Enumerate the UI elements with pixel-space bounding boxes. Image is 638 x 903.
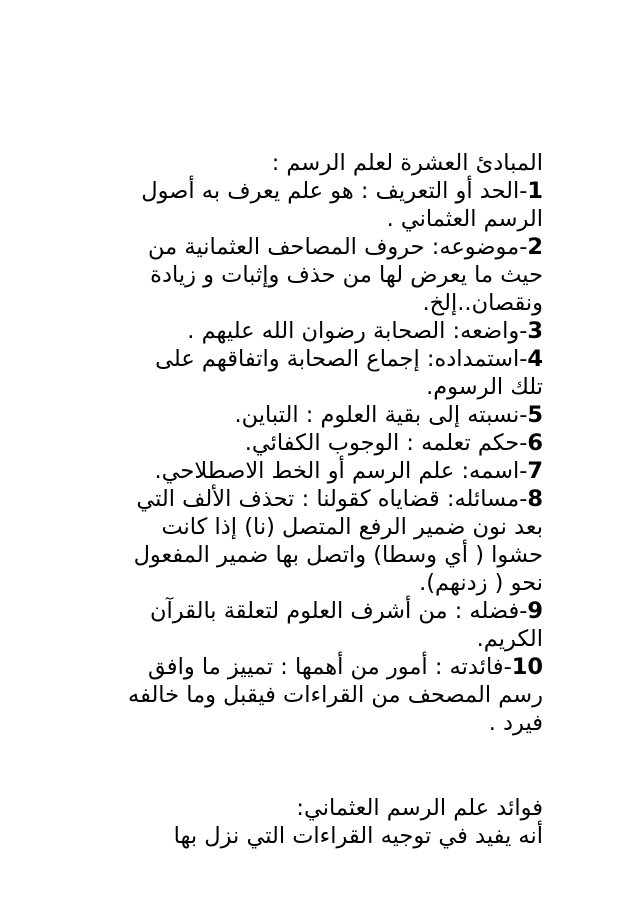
item-number: 1 [527, 178, 543, 204]
item-text: -اسمه: علم الرسم أو الخط الاصطلاحي. [154, 458, 528, 484]
section2-text: أنه يفيد في توجيه القراءات التي نزل بها [173, 823, 543, 849]
item-number: 8 [527, 486, 543, 512]
list-item-8 [136, 486, 543, 512]
item-text: -نسبته إلى بقية العلوم : التباين. [234, 402, 528, 428]
item-text: -موضوعه: حروف المصاحف العثمانية من [148, 234, 528, 260]
item-number: 4 [527, 346, 543, 372]
list-item-7 [155, 458, 543, 484]
item-continuation: تلك الرسوم. [426, 374, 543, 400]
list-item-1 [141, 178, 543, 204]
item-continuation: بعد نون ضمير الرفع المتصل (نا) إذا كانت [161, 514, 543, 540]
list-item-2 [148, 234, 543, 260]
item-number: 2 [527, 234, 543, 260]
list-item-3 [187, 318, 543, 344]
list-item-5 [235, 402, 544, 428]
item-text: -مسائله: قضاياه كقولنا : تحذف الألف التي [136, 486, 528, 512]
item-text: -الحد أو التعريف : هو علم يعرف به أصول [141, 178, 528, 204]
list-item-4 [155, 346, 543, 372]
item-number: 10 [511, 654, 543, 680]
item-continuation: الكريم. [476, 626, 543, 652]
item-text: -حكم تعلمه : الوجوب الكفائي. [244, 430, 528, 456]
item-text: -استمداده: إجماع الصحابة واتفاقهم على [155, 346, 528, 372]
item-continuation: الرسم العثماني . [386, 206, 543, 232]
item-number: 3 [527, 318, 543, 344]
item-text: -واضعه: الصحابة رضوان الله عليهم . [187, 318, 528, 344]
item-number: 6 [527, 430, 543, 456]
item-continuation: رسم المصحف من القراءات فيقبل وما خالفه [128, 682, 543, 708]
list-item-10 [148, 654, 543, 680]
item-text: -فضله : من أشرف العلوم لتعلقة بالقرآن [150, 598, 528, 624]
list-item-9 [150, 598, 543, 624]
item-number: 5 [527, 402, 543, 428]
item-text: -فائدته : أمور من أهمها : تمييز ما وافق [148, 654, 512, 680]
item-continuation: حشوا ( أي وسطا) واتصل بها ضمير المفعول [133, 542, 543, 568]
item-number: 7 [527, 458, 543, 484]
section-heading: المبادئ العشرة لعلم الرسم : [271, 150, 543, 176]
section2-heading: فوائد علم الرسم العثماني: [296, 795, 543, 821]
list-item-6 [245, 430, 543, 456]
item-continuation: ونقصان..إلخ. [422, 290, 543, 316]
item-continuation: نحو ( زدنهم). [419, 570, 543, 596]
item-continuation: حيث ما يعرض لها من حذف وإثبات و زيادة [150, 262, 543, 288]
item-continuation: فيرد . [488, 710, 543, 736]
item-number: 9 [527, 598, 543, 624]
